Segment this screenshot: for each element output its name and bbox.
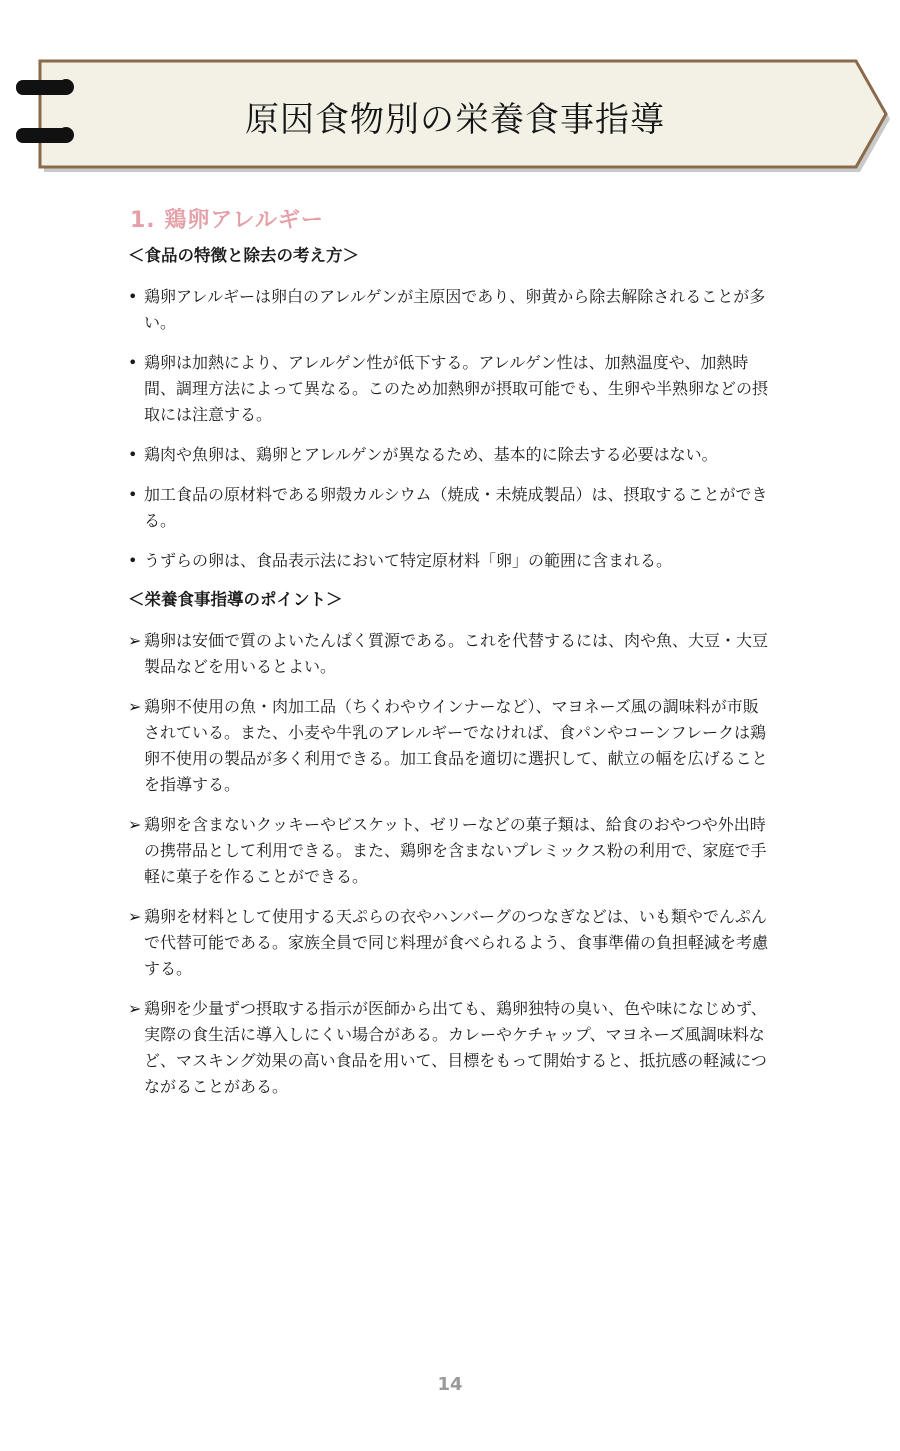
bullet-icon: • xyxy=(128,445,138,464)
list-item: ➢ 鶏卵不使用の魚・肉加工品（ちくわやウインナーなど）、マヨネーズ風の調味料が市販されている。また、小麦や牛乳のアレルギーでなければ、食パンやコーンフレークは鶏卵不使用の製品が多く利用できる。加工食品を適切に選択して、献立の幅を広げることを指導する。 xyxy=(128,694,768,798)
bullet-icon: • xyxy=(128,353,138,372)
features-list xyxy=(128,284,768,574)
list-item: • うずらの卵は、食品表示法において特定原材料「卵」の範囲に含まれる。 xyxy=(128,548,768,574)
list-item: ➢ 鶏卵は安価で質のよいたんぱく質源である。これを代替するには、肉や魚、大豆・大豆製品などを用いるとよい。 xyxy=(128,628,768,680)
list-item: ➢ 鶏卵を含まないクッキーやビスケット、ゼリーなどの菓子類は、給食のおやつや外出時の携帯品として利用できる。また、鶏卵を含まないプレミックス粉の利用で、家庭で手軽に菓子を作ることができる。 xyxy=(128,812,768,890)
list-item: • 加工食品の原材料である卵殻カルシウム（焼成・未焼成製品）は、摂取することができる。 xyxy=(128,482,768,534)
arrow-bullet-icon: ➢ xyxy=(128,697,142,716)
arrow-bullet-icon: ➢ xyxy=(128,631,142,650)
arrow-bullet-icon: ➢ xyxy=(128,815,142,834)
header-banner xyxy=(0,0,900,200)
bullet-icon: • xyxy=(128,551,138,570)
list-item: • 鶏卵は加熱により、アレルゲン性が低下する。アレルゲン性は、加熱温度や、加熱時間、調理方法によって異なる。このため加熱卵が摂取可能でも、生卵や半熟卵などの摂取には注意する。 xyxy=(128,350,768,428)
list-item: ➢ 鶏卵を材料として使用する天ぷらの衣やハンバーグのつなぎなどは、いも類やでんぷんで代替可能である。家族全員で同じ料理が食べられるよう、食事準備の負担軽減を考慮する。 xyxy=(128,904,768,982)
list-item: ➢ 鶏卵を少量ずつ摂取する指示が医師から出ても、鶏卵独特の臭い、色や味になじめず、実際の食生活に導入しにくい場合がある。カレーやケチャップ、マヨネーズ風調味料など、マスキング効果の高い食品を用いて、目標をもって開始すると、抵抗感の軽減につながることがある。 xyxy=(128,996,768,1100)
features-heading: ＜食品の特徴と除去の考え方＞ xyxy=(128,246,359,265)
guidance-heading: ＜栄養食事指導のポイント＞ xyxy=(128,590,343,609)
bullet-icon: • xyxy=(128,485,138,504)
main-content xyxy=(128,242,768,1114)
section-title: 1. 鶏卵アレルギー xyxy=(130,208,324,233)
arrow-bullet-icon: ➢ xyxy=(128,907,142,926)
bullet-icon: • xyxy=(128,287,138,306)
page-number: 14 xyxy=(437,1374,463,1395)
arrow-bullet-icon: ➢ xyxy=(128,999,142,1018)
page-title: 原因食物別の栄養食事指導 xyxy=(245,100,665,140)
list-item: • 鶏卵アレルギーは卵白のアレルゲンが主原因であり、卵黄から除去解除されることが多い。 xyxy=(128,284,768,336)
guidance-list xyxy=(128,628,768,1100)
list-item: • 鶏肉や魚卵は、鶏卵とアレルゲンが異なるため、基本的に除去する必要はない。 xyxy=(128,442,768,468)
